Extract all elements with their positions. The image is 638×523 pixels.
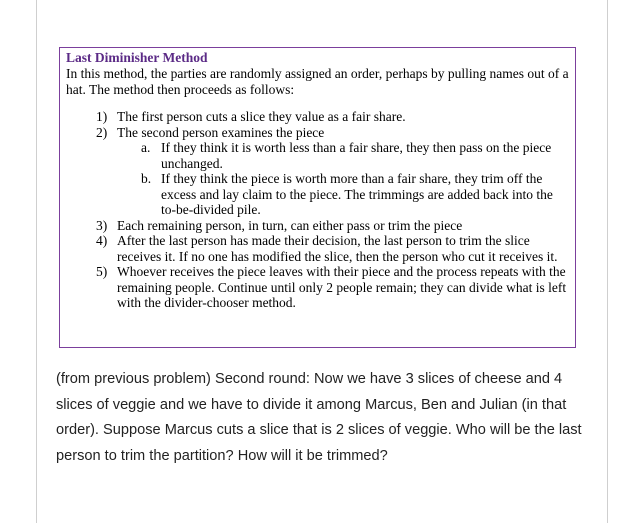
step-text: Each remaining person, in turn, can either pass or trim the piece [117,217,463,233]
step-text: The first person cuts a slice they value as a fair share. [117,109,406,124]
sub-step-text: If they think it is worth less than a fair share, they then pass on the piece unchanged. [161,140,552,171]
sub-step-letter: a. [141,140,151,155]
step-item [66,218,569,234]
method-steps [66,109,569,311]
sub-step-text: If they think the piece is worth more than a fair share, they trim off the excess and lay claim to the piece. The trimmings are added back into the to-be-divided pile. [161,171,553,217]
step-number: 5) [96,264,108,279]
sub-step-item [117,140,569,171]
sub-step-item [117,171,569,218]
step-item [66,109,569,125]
method-intro: In this method, the parties are randomly assigned an order, perhaps by pulling names out of a hat. The method then proceeds as follows: [66,66,569,97]
method-box [59,47,576,348]
step-text: The second person examines the piece [117,124,325,140]
step-text: After the last person has made their decision, the last person to trim the slice receives it. If no one has modified the slice, then the person who cut it receives it. [117,233,558,264]
method-title: Last Diminisher Method [66,50,208,65]
step-number: 3) [96,217,108,233]
step-item [66,233,569,264]
step-number: 2) [96,124,108,140]
step-item [66,264,569,311]
step-number: 1) [96,109,108,124]
step-item [66,125,569,218]
question-text: (from previous problem) Second round: Now we have 3 slices of cheese and 4 slices of veggie and we have to divide it among Marcus, Ben and Julian (in that order). Suppose Marcus cuts a slice that is 2 slices of veggie. Who will be the last person to trim the partition? How will it be trimmed? [56,371,582,464]
sub-step-letter: b. [141,171,152,186]
sub-steps [117,140,569,218]
step-text: Whoever receives the piece leaves with their piece and the process repeats with the remaining people. Continue until only 2 people remain; they can divide what is left with the divider-chooser method. [117,264,567,310]
step-number: 4) [96,233,108,248]
